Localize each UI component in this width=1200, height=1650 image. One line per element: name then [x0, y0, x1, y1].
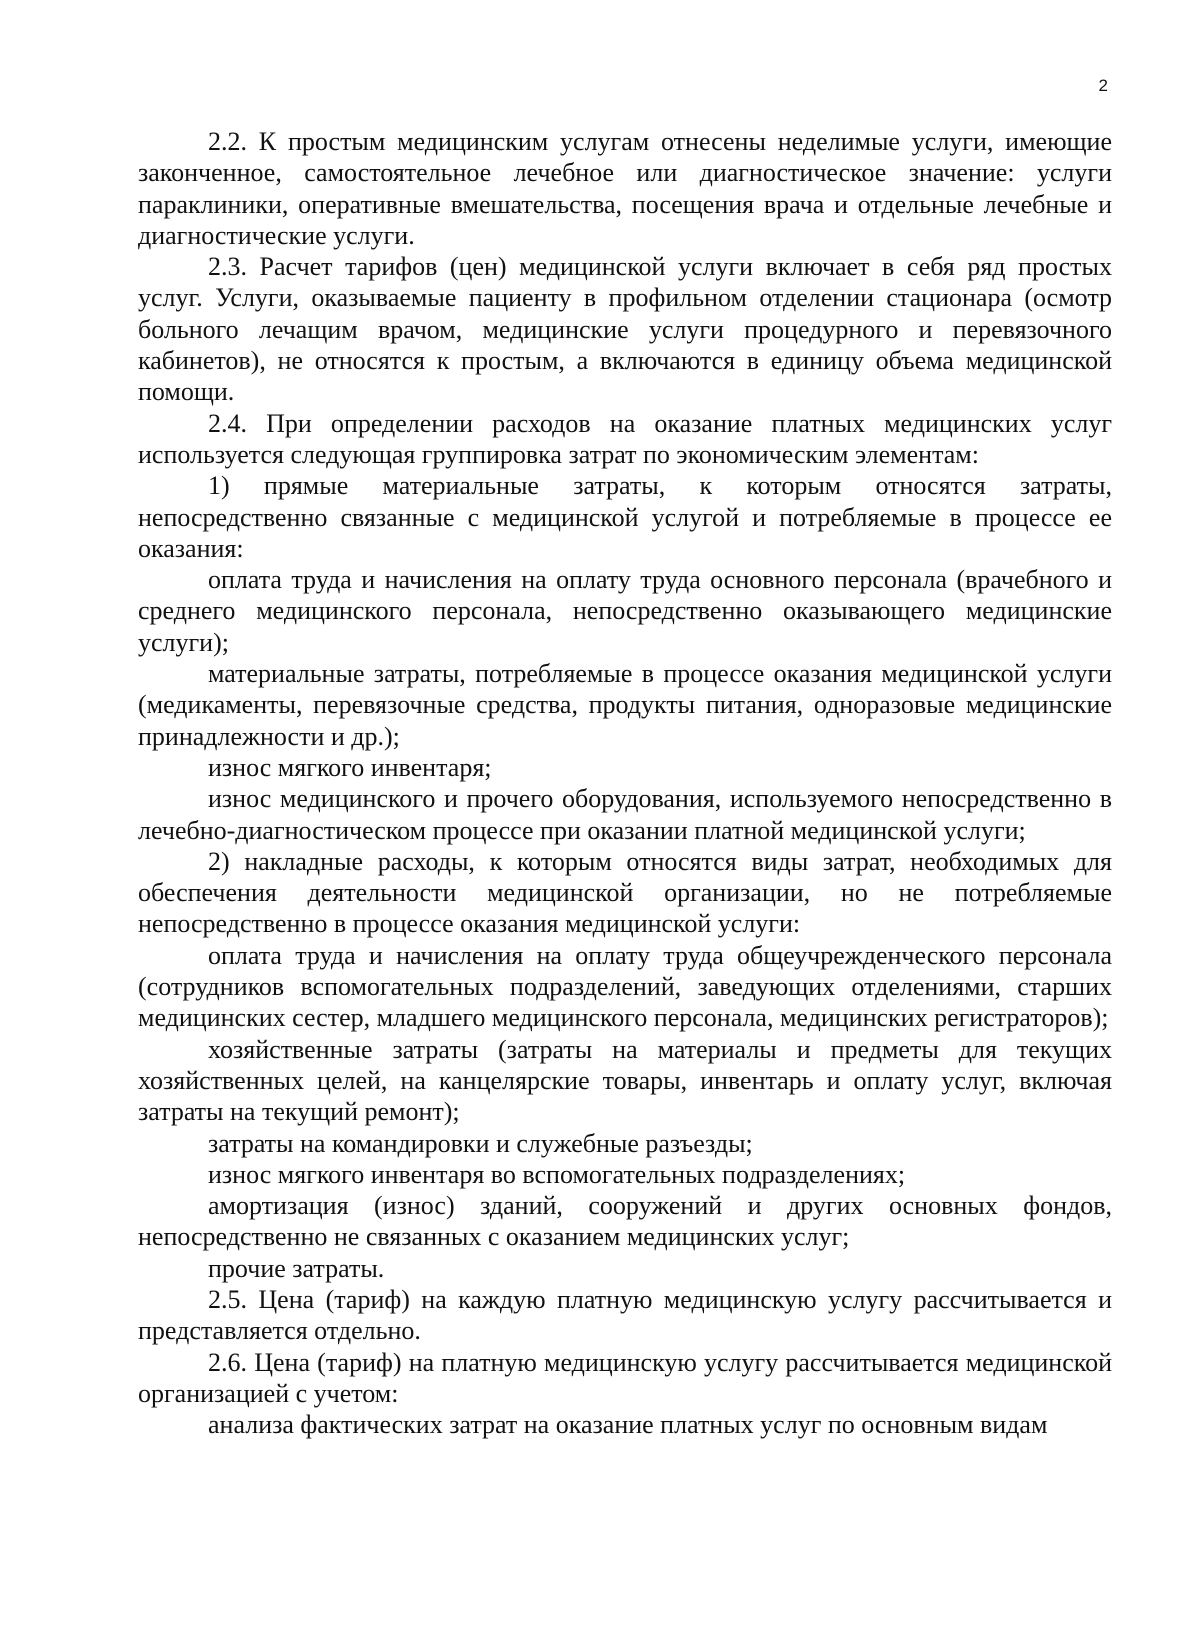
list-item-travel-costs: затраты на командировки и служебные разъезды; [208, 1128, 753, 1158]
paragraph-2-5: 2.5. Цена (тариф) на каждую платную медицинскую услугу рассчитывается и представляется отдельно. [138, 1284, 1112, 1346]
list-item-direct-costs: 1) прямые материальные затраты, к которым относятся затраты, непосредственно связанные с медицинской услугой и потребляемые в процессе ее оказания: [138, 471, 1112, 563]
list-item-other-costs: прочие затраты. [208, 1253, 385, 1283]
list-item-cost-analysis: анализа фактических затрат на оказание платных услуг по основным видам [208, 1410, 1048, 1440]
paragraph-2-6: 2.6. Цена (тариф) на платную медицинскую услугу рассчитывается медицинской организацией с учетом: [138, 1347, 1112, 1408]
list-item-main-staff-pay: оплата труда и начисления на оплату труда основного персонала (врачебного и среднего медицинского персонала, непосредственно оказывающего медицинские услуги); [138, 565, 1112, 657]
list-item-equipment-wear: износ медицинского и прочего оборудования, используемого непосредственно в лечебно-диагностическом процессе при оказании платной медицинской услуги; [138, 784, 1112, 845]
list-item-overhead-costs: 2) накладные расходы, к которым относятся виды затрат, необходимых для обеспечения деятельности медицинской организации, но не потребляемые непосредственно в процессе оказания медицинской услуги: [138, 846, 1112, 939]
page-number: 2 [1098, 76, 1108, 95]
list-item-depreciation: амортизация (износ) зданий, сооружений и других основных фондов, непосредственно не связанных с оказанием медицинских услуг; [138, 1191, 1112, 1252]
paragraph-2-3: 2.3. Расчет тарифов (цен) медицинской услуги включает в себя ряд простых услуг. Услуги, оказываемые пациенту в профильном отделении стационара (осмотр больного лечащим врачом, медицинские услуги процедурного и перевязочного кабинетов), не относятся к простым, а включаются в единицу объема медицинской помощи. [138, 252, 1112, 407]
document-body [138, 126, 1112, 1440]
list-item-material-costs: материальные затраты, потребляемые в процессе оказания медицинской услуги (медикаменты, перевязочные средства, продукты питания, одноразовые медицинские принадлежности и др.); [138, 659, 1112, 751]
paragraph-2-2: 2.2. К простым медицинским услугам отнесены неделимые услуги, имеющие законченное, самостоятельное лечебное или диагностическое значение: услуги параклиники, оперативные вмешательства, посещения врача и отдельные лечебные и диагностические услуги. [138, 127, 1112, 250]
paragraph-2-4: 2.4. При определении расходов на оказание платных медицинских услуг используется следующая группировка затрат по экономическим элементам: [138, 408, 1112, 469]
list-item-soft-inventory-wear: износ мягкого инвентаря; [208, 752, 492, 782]
list-item-household-costs: хозяйственные затраты (затраты на материалы и предметы для текущих хозяйственных целей, на канцелярские товары, инвентарь и оплату услуг, включая затраты на текущий ремонт); [138, 1034, 1112, 1127]
list-item-auxiliary-inventory-wear: износ мягкого инвентаря во вспомогательных подразделениях; [208, 1159, 906, 1189]
list-item-general-staff-pay: оплата труда и начисления на оплату труда общеучрежденческого персонала (сотрудников вспомогательных подразделений, заведующих отделениями, старших медицинских сестер, младшего медицинского персонала, медицинских регистраторов); [138, 940, 1112, 1033]
